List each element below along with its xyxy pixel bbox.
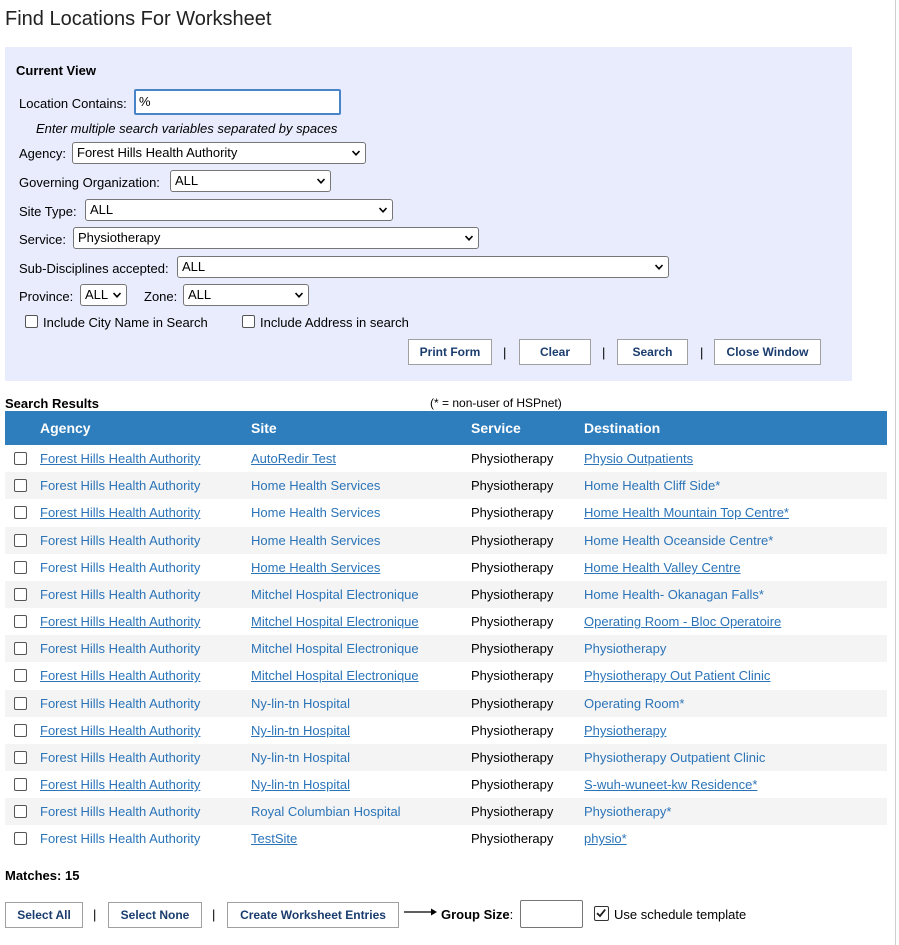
row-agency-link[interactable]: Forest Hills Health Authority	[40, 614, 201, 629]
row-select-checkbox[interactable]	[14, 778, 27, 791]
header-service: Service	[471, 420, 521, 436]
table-row	[5, 499, 887, 526]
row-agency-link[interactable]: Forest Hills Health Authority	[40, 533, 201, 548]
chevron-down-icon	[113, 291, 121, 299]
row-agency-link[interactable]: Forest Hills Health Authority	[40, 641, 201, 656]
row-destination-link[interactable]: Home Health Mountain Top Centre*	[584, 505, 789, 520]
group-size-label-text: Group Size	[441, 907, 510, 922]
subdisc-label: Sub-Disciplines accepted:	[19, 261, 169, 276]
matches-value: : 15	[57, 868, 80, 883]
service-select[interactable]	[73, 227, 479, 249]
row-service: Physiotherapy	[471, 831, 554, 846]
row-select-checkbox[interactable]	[14, 669, 27, 682]
row-agency-link[interactable]: Forest Hills Health Authority	[40, 804, 201, 819]
current-view-panel	[5, 47, 852, 381]
province-label: Province:	[19, 289, 74, 304]
group-size-input[interactable]	[520, 900, 583, 928]
row-destination-link[interactable]: Home Health- Okanagan Falls*	[584, 587, 764, 602]
row-destination-link[interactable]: Physiotherapy*	[584, 804, 672, 819]
non-user-note: (* = non-user of HSPnet)	[430, 396, 562, 410]
table-row	[5, 581, 887, 608]
row-select-checkbox[interactable]	[14, 697, 27, 710]
row-destination-link[interactable]: Physio Outpatients	[584, 451, 694, 466]
table-row	[5, 554, 887, 581]
header-destination: Destination	[584, 420, 661, 436]
agency-select-value: Forest Hills Health Authority	[77, 145, 238, 160]
table-row	[5, 798, 887, 825]
row-site-link[interactable]: Ny-lin-tn Hospital	[251, 723, 350, 738]
table-row	[5, 527, 887, 554]
site-type-select-value: ALL	[90, 202, 114, 217]
location-input[interactable]	[134, 89, 341, 115]
zone-select-value: ALL	[188, 287, 212, 302]
select-none-button[interactable]: Select None	[108, 902, 202, 928]
row-destination-link[interactable]: Physiotherapy Out Patient Clinic	[584, 668, 771, 683]
table-row	[5, 662, 887, 689]
row-agency-link[interactable]: Forest Hills Health Authority	[40, 777, 201, 792]
table-row	[5, 690, 887, 717]
separator: |	[602, 345, 606, 360]
use-schedule-label: Use schedule template	[614, 907, 747, 922]
include-address-checkbox[interactable]	[242, 315, 255, 328]
row-destination-link[interactable]: Physiotherapy	[584, 641, 667, 656]
current-view-title: Current View	[16, 63, 96, 78]
close-window-button[interactable]: Close Window	[714, 339, 821, 365]
row-select-checkbox[interactable]	[14, 615, 27, 628]
row-select-checkbox[interactable]	[14, 751, 27, 764]
checkmark-icon	[595, 907, 607, 919]
table-row	[5, 608, 887, 635]
row-site-link[interactable]: AutoRedir Test	[251, 451, 337, 466]
header-agency: Agency	[40, 420, 91, 436]
separator: |	[700, 345, 704, 360]
row-agency-link[interactable]: Forest Hills Health Authority	[40, 723, 201, 738]
gov-org-label: Governing Organization:	[19, 175, 160, 190]
separator: |	[212, 907, 216, 922]
row-site-link[interactable]: Royal Columbian Hospital	[251, 804, 401, 819]
create-worksheet-entries-button[interactable]: Create Worksheet Entries	[227, 902, 399, 928]
include-address-label: Include Address in search	[260, 315, 409, 330]
province-select-value: ALL	[85, 287, 109, 302]
row-destination-link[interactable]: Physiotherapy Outpatient Clinic	[584, 750, 766, 765]
row-select-checkbox[interactable]	[14, 452, 27, 465]
include-city-label: Include City Name in Search	[43, 315, 208, 330]
row-agency-link[interactable]: Forest Hills Health Authority	[40, 587, 201, 602]
service-select-value: Physiotherapy	[78, 230, 161, 245]
table-row	[5, 744, 887, 771]
row-service: Physiotherapy	[471, 451, 554, 466]
subdisc-select-value: ALL	[182, 259, 206, 274]
row-select-checkbox[interactable]	[14, 805, 27, 818]
row-destination-link[interactable]: Physiotherapy	[584, 723, 667, 738]
table-row	[5, 472, 887, 499]
row-site-link[interactable]: Home Health Services	[251, 478, 381, 493]
row-agency-link[interactable]: Forest Hills Health Authority	[40, 478, 201, 493]
zone-select[interactable]	[183, 284, 309, 306]
table-row	[5, 825, 887, 852]
row-select-checkbox[interactable]	[14, 534, 27, 547]
matches-count	[5, 868, 79, 883]
row-service: Physiotherapy	[471, 723, 554, 738]
chevron-down-icon	[295, 291, 303, 299]
row-service: Physiotherapy	[471, 696, 554, 711]
agency-select[interactable]	[72, 142, 366, 164]
row-service: Physiotherapy	[471, 560, 554, 575]
subdisc-select[interactable]	[177, 256, 669, 278]
search-hint: Enter multiple search variables separated by spaces	[36, 121, 338, 136]
chevron-down-icon	[352, 149, 360, 157]
results-table-header	[5, 411, 887, 445]
header-site: Site	[251, 420, 277, 436]
table-row	[5, 771, 887, 798]
row-site-link[interactable]: TestSite	[251, 831, 298, 846]
table-row	[5, 717, 887, 744]
row-site-link[interactable]: Mitchel Hospital Electronique	[251, 614, 419, 629]
row-destination-link[interactable]: Operating Room*	[584, 696, 685, 711]
row-agency-link[interactable]: Forest Hills Health Authority	[40, 696, 201, 711]
gov-org-select[interactable]	[170, 170, 331, 192]
search-results-title: Search Results	[5, 396, 99, 411]
row-service: Physiotherapy	[471, 533, 554, 548]
row-service: Physiotherapy	[471, 587, 554, 602]
arrow-right-icon	[404, 907, 438, 917]
separator: |	[93, 907, 97, 922]
row-destination-link[interactable]: S-wuh-wuneet-kw Residence*	[584, 777, 758, 792]
zone-label: Zone:	[144, 289, 178, 304]
row-site-link[interactable]: Home Health Services	[251, 533, 381, 548]
chevron-down-icon	[379, 206, 387, 214]
location-label: Location Contains:	[19, 96, 127, 111]
separator: |	[503, 345, 507, 360]
row-service: Physiotherapy	[471, 641, 554, 656]
chevron-down-icon	[655, 263, 663, 271]
matches-label: Matches	[5, 868, 58, 883]
row-service: Physiotherapy	[471, 777, 554, 792]
row-select-checkbox[interactable]	[14, 561, 27, 574]
row-service: Physiotherapy	[471, 478, 554, 493]
select-all-button[interactable]: Select All	[5, 902, 83, 928]
location-input-value: %	[139, 94, 151, 109]
row-select-checkbox[interactable]	[14, 832, 27, 845]
table-row	[5, 635, 887, 662]
site-type-select[interactable]	[85, 199, 393, 221]
group-size-label	[441, 907, 513, 922]
row-service: Physiotherapy	[471, 614, 554, 629]
row-site-link[interactable]: Ny-lin-tn Hospital	[251, 750, 350, 765]
include-city-checkbox[interactable]	[25, 315, 38, 328]
row-agency-link[interactable]: Forest Hills Health Authority	[40, 505, 201, 520]
row-agency-link[interactable]: Forest Hills Health Authority	[40, 668, 201, 683]
row-destination-link[interactable]: Home Health Valley Centre	[584, 560, 741, 575]
site-type-label: Site Type:	[19, 204, 77, 219]
row-site-link[interactable]: Home Health Services	[251, 560, 381, 575]
row-destination-link[interactable]: Home Health Oceanside Centre*	[584, 533, 774, 548]
group-size-colon: :	[509, 907, 514, 922]
clear-button[interactable]: Clear	[519, 339, 591, 365]
row-agency-link[interactable]: Forest Hills Health Authority	[40, 560, 201, 575]
page-title: Find Locations For Worksheet	[5, 8, 272, 30]
row-select-checkbox[interactable]	[14, 506, 27, 519]
row-select-checkbox[interactable]	[14, 479, 27, 492]
row-site-link[interactable]: Home Health Services	[251, 505, 381, 520]
row-agency-link[interactable]: Forest Hills Health Authority	[40, 750, 201, 765]
table-row	[5, 445, 887, 472]
search-button[interactable]: Search	[617, 339, 688, 365]
row-service: Physiotherapy	[471, 505, 554, 520]
right-border	[895, 0, 896, 945]
row-site-link[interactable]: Ny-lin-tn Hospital	[251, 777, 350, 792]
chevron-down-icon	[317, 177, 325, 185]
row-site-link[interactable]: Mitchel Hospital Electronique	[251, 587, 419, 602]
row-select-checkbox[interactable]	[14, 588, 27, 601]
row-agency-link[interactable]: Forest Hills Health Authority	[40, 831, 201, 846]
row-site-link[interactable]: Mitchel Hospital Electronique	[251, 668, 419, 683]
print-form-button[interactable]: Print Form	[408, 339, 492, 365]
gov-org-select-value: ALL	[175, 173, 199, 188]
row-destination-link[interactable]: Home Health Cliff Side*	[584, 478, 721, 493]
row-select-checkbox[interactable]	[14, 642, 27, 655]
row-service: Physiotherapy	[471, 750, 554, 765]
row-site-link[interactable]: Ny-lin-tn Hospital	[251, 696, 350, 711]
agency-label: Agency:	[19, 146, 66, 161]
province-select[interactable]	[80, 284, 127, 306]
service-label: Service:	[19, 232, 66, 247]
row-service: Physiotherapy	[471, 668, 554, 683]
row-select-checkbox[interactable]	[14, 724, 27, 737]
row-destination-link[interactable]: physio*	[584, 831, 627, 846]
row-agency-link[interactable]: Forest Hills Health Authority	[40, 451, 201, 466]
chevron-down-icon	[465, 234, 473, 242]
use-schedule-checkbox[interactable]	[594, 906, 609, 921]
row-service: Physiotherapy	[471, 804, 554, 819]
row-site-link[interactable]: Mitchel Hospital Electronique	[251, 641, 419, 656]
row-destination-link[interactable]: Operating Room - Bloc Operatoire	[584, 614, 782, 629]
